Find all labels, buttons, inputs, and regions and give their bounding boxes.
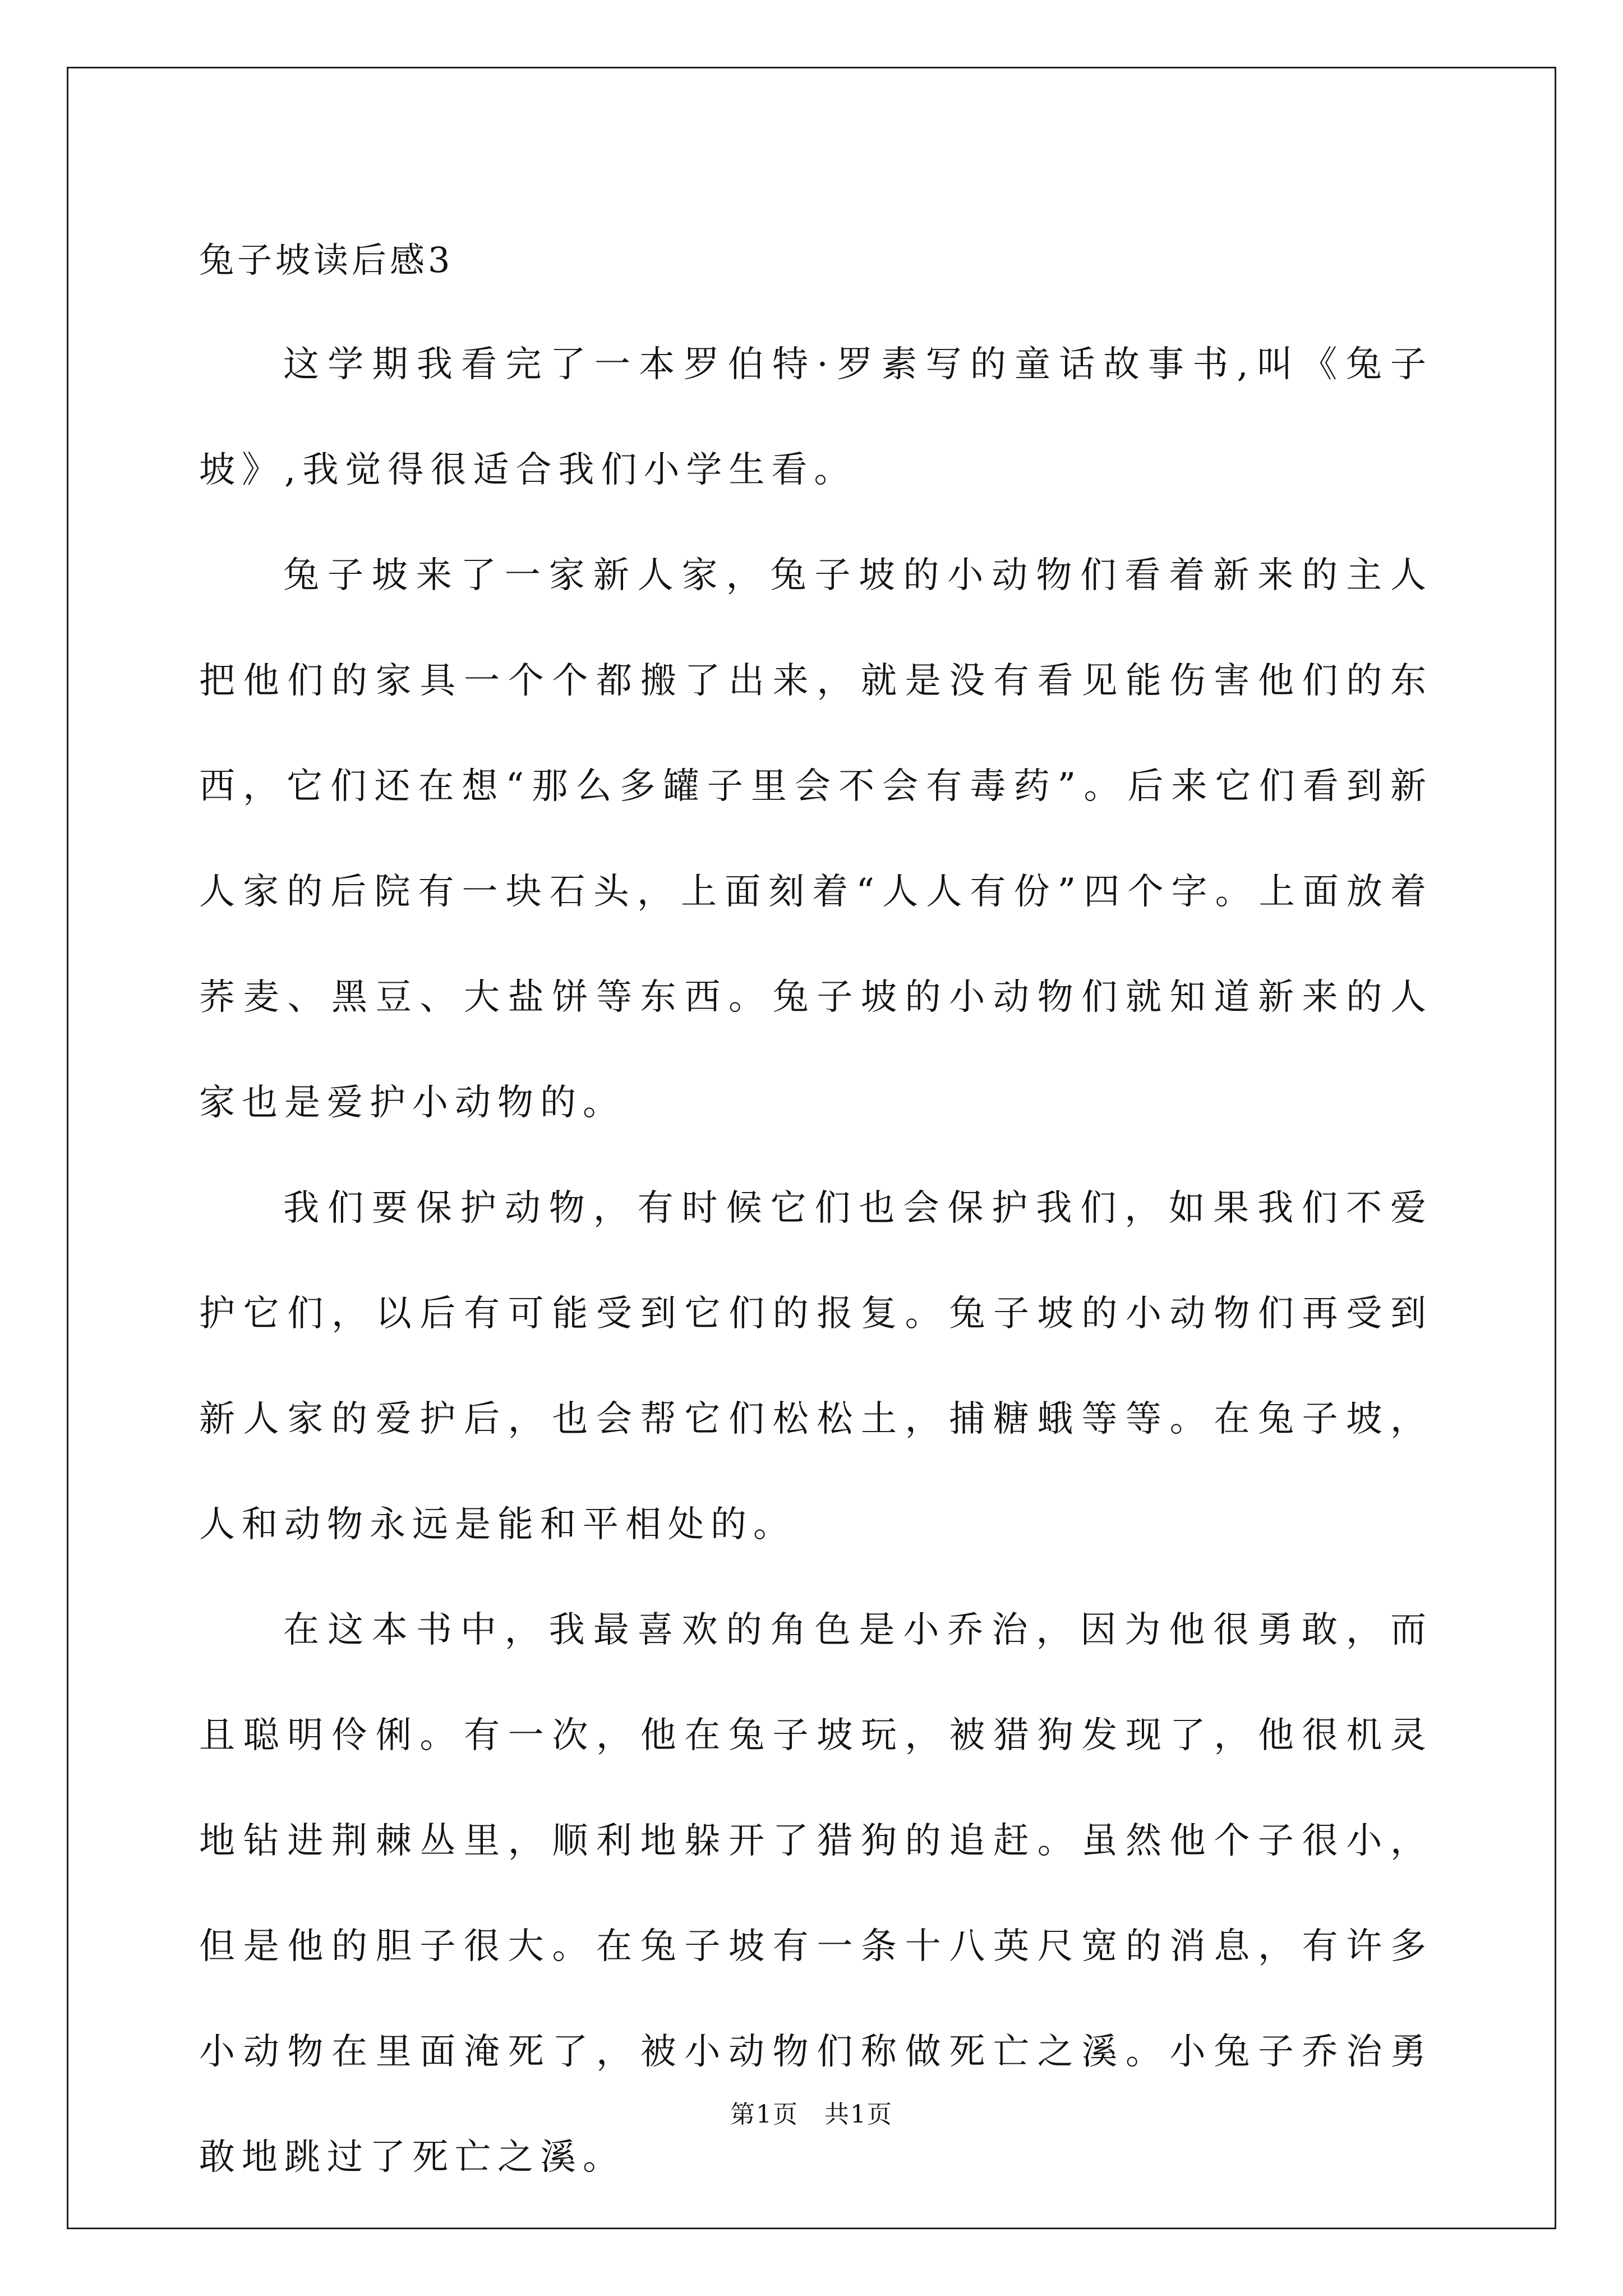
paragraph-3: 我们要保护动物，有时候它们也会保护我们，如果我们不爱护它们，以后有可能受到它们的报复。兔子坡的小动物们再受到新人家的爱护后，也会帮它们松松土，捕糖蛾等等。在兔子坡，人和动物永远是能和平相处的。	[199, 1188, 1433, 1545]
document-body	[199, 209, 1433, 2210]
page-number-footer: 第1页 共1页	[730, 2100, 893, 2129]
paragraph-1: 这学期我看完了一本罗伯特·罗素写的童话故事书,叫《兔子坡》,我觉得很适合我们小学生看。	[199, 344, 1433, 491]
paragraph-4: 在这本书中，我最喜欢的角色是小乔治，因为他很勇敢，而且聪明伶俐。有一次，他在兔子坡玩，被猎狗发现了，他很机灵地钻进荆棘丛里，顺利地躲开了猎狗的追赶。虽然他个子很小，但是他的胆子很大。在兔子坡有一条十八英尺宽的消息，有许多小动物在里面淹死了，被小动物们称做死亡之溪。小兔子乔治勇敢地跳过了死亡之溪。	[199, 1609, 1433, 2178]
document-title: 兔子坡读后感3	[199, 240, 454, 280]
paragraph-2: 兔子坡来了一家新人家，兔子坡的小动物们看着新来的主人把他们的家具一个个都搬了出来，就是没有看见能伤害他们的东西，它们还在想“那么多罐子里会不会有毒药”。后来它们看到新人家的后院有一块石头，上面刻着“人人有份”四个字。上面放着荞麦、黑豆、大盐饼等东西。兔子坡的小动物们就知道新来的人家也是爱护小动物的。	[199, 555, 1433, 1124]
